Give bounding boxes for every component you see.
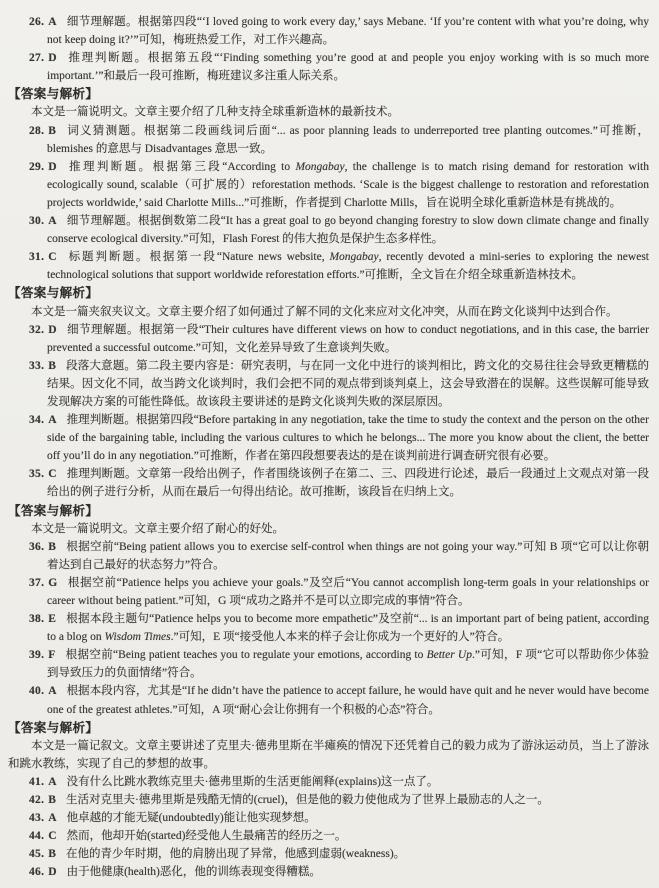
- text-segment: 本文是一篇说明文。文章主要介绍了耐心的好处。: [31, 522, 284, 535]
- item-answer-letter: B: [48, 124, 56, 137]
- answer-item: [8, 682, 649, 718]
- item-answer-letter: C: [48, 468, 57, 481]
- item-answer-letter: D: [48, 52, 57, 65]
- answer-item: [8, 49, 649, 85]
- text-segment: 生活对克里夫·德弗里斯是残酷无情的(cruel)，但是他的毅力使他成为了世界上最励志的人之一。: [65, 794, 549, 807]
- item-number: 38.: [29, 613, 45, 626]
- item-number: 46.: [29, 866, 45, 879]
- text-segment: 段落大意题。第二段主要内容是：研究表明，与在同一文化中进行的谈判相比，跨文化的交易往往会导致更糟糕的结果。因文化不同，故当跨文化谈判时，我们会把不同的观点带到谈判桌上，这会导致潜在的误解。这些误解可能导致发现解决方案的可能性降低。故该段主要讲述的是跨文化谈判失败的深层原因。: [47, 359, 649, 408]
- item-number: 40.: [29, 685, 45, 698]
- item-number: 28.: [29, 124, 45, 137]
- text-segment: 由于他健康(health)恶化，他的训练表现变得糟糕。: [66, 866, 321, 879]
- answer-item: [8, 411, 649, 465]
- answer-item: [8, 212, 649, 248]
- item-answer-letter: A: [48, 812, 57, 825]
- item-number: 27.: [29, 52, 45, 65]
- answer-item: [8, 122, 649, 158]
- passage-summary: [8, 303, 649, 321]
- item-answer-letter: D: [48, 866, 57, 879]
- item-number: 37.: [29, 576, 45, 589]
- item-explanation: [47, 161, 649, 209]
- text-segment: 根据本段内容，尤其是“If he didn’t have the patience to accept failure, he would have quit and he never would have become one of the greatest athletes.”可知，A 项“耐心会让你拥有一个积极的心态”符合。: [47, 685, 649, 716]
- text-segment: 在他的青少年时期，他的肩膀出现了异常，他感到虚弱(weakness)。: [65, 848, 406, 861]
- item-number: 26.: [29, 16, 45, 28]
- item-explanation: [47, 16, 649, 46]
- item-number: 44.: [29, 830, 45, 843]
- text-segment: , the challenge is to match rising demand for restoration with ecologically sound, scalable（可扩展的）reforestation methods. ‘Scale is the biggest challenge to restoration and reforestation projects worldwide,’ said Charlotte Mills...”可推断，作者提到 Charlotte Mills，旨在说明全球化重新造林是有挑战的。: [47, 160, 649, 209]
- text-segment: .”可知，F 项“它可以帮助你少体验到导致压力的负面情绪”符合。: [47, 649, 649, 680]
- answer-item: [8, 845, 649, 863]
- passage-summary: [8, 737, 649, 773]
- answer-item: [8, 646, 649, 682]
- answer-item: [8, 357, 649, 411]
- item-answer-letter: C: [48, 830, 57, 843]
- item-number: 29.: [29, 160, 45, 173]
- answer-item: [8, 574, 649, 610]
- item-answer-letter: G: [48, 576, 58, 589]
- answer-item: [8, 773, 649, 791]
- answer-item: [8, 610, 649, 646]
- text-segment: .”可知，E 项“接受他人本来的样子会让你成为一个更好的人”符合。: [170, 631, 510, 644]
- item-explanation: [47, 613, 649, 643]
- text-segment: 推理判断题。根据第五段“‘Finding something you’re good at and people you enjoy working with is so much more important.’”和最后一段可推断，梅班建议多注重人际关系。: [47, 52, 649, 83]
- italic-source-name: Wisdom Times: [104, 631, 171, 644]
- text-segment: 推理判断题。根据第三段“According to: [66, 160, 296, 173]
- italic-source-name: Better Up: [426, 649, 472, 662]
- item-number: 32.: [29, 323, 45, 336]
- item-explanation: [47, 649, 649, 679]
- item-number: 41.: [29, 775, 45, 788]
- item-answer-letter: D: [48, 323, 57, 336]
- answer-item: [8, 465, 649, 501]
- text-segment: 没有什么比跳水教练克里夫·德弗里斯的生活更能阐释(explains)这一点了。: [66, 775, 439, 788]
- answer-item: [8, 158, 649, 212]
- item-number: 39.: [29, 649, 45, 662]
- answer-item: [8, 248, 649, 284]
- text-segment: , recently devoted a mini-series to exploring the newest technological solutions that support worldwide reforestation efforts.”可推断，全文旨在介绍全球重新造林技术。: [47, 251, 649, 282]
- answer-item: [8, 863, 649, 881]
- text-segment: 本文是一篇记叙文。文章主要讲述了克里夫·德弗里斯在半瘫痪的情况下还凭着自己的毅力成为了游泳运动员，当上了游泳和跳水教练，实现了自己的梦想的故事。: [8, 739, 649, 770]
- text-segment: 根据本段主题句“Patience helps you to become more empathetic”及空前“... is an important part of being patient, according to a blog on: [47, 613, 649, 644]
- section-header: 【答案与解析】: [8, 503, 99, 518]
- item-answer-letter: A: [48, 685, 57, 698]
- item-number: 33.: [29, 359, 45, 372]
- text-segment: 根据空前“Being patient allows you to exercise self-control when things are not going your way.”可知 B 项“它可以让你朝着达到自己最好的状态努力”符合。: [47, 540, 649, 571]
- section-header: 【答案与解析】: [8, 87, 99, 102]
- text-segment: 本文是一篇夹叙夹议文。文章主要介绍了如何通过了解不同的文化来应对文化冲突，从而在跨文化谈判中达到合作。: [31, 305, 618, 318]
- item-number: 34.: [29, 414, 45, 427]
- item-number: 30.: [29, 215, 45, 228]
- item-answer-letter: F: [48, 649, 56, 662]
- item-explanation: [47, 324, 649, 354]
- answer-item: [8, 321, 649, 357]
- item-explanation: [47, 541, 649, 571]
- item-explanation: [47, 360, 649, 408]
- italic-source-name: Mongabay: [295, 160, 345, 173]
- item-explanation: [67, 830, 347, 842]
- passage-summary: [8, 520, 649, 538]
- item-answer-letter: B: [48, 540, 56, 553]
- item-explanation: [47, 685, 649, 715]
- item-answer-letter: A: [48, 16, 57, 28]
- text-segment: 词义猜测题。根据第二段画线词后面“... as poor planning leads to underreported tree planting outcomes.”可推断，blemishes 的意思与 Disadvantages 意思一致。: [47, 124, 649, 155]
- section-header: 【答案与解析】: [8, 286, 99, 301]
- text-segment: 本文是一篇说明文。文章主要介绍了几种支持全球重新造林的最新技术。: [31, 106, 399, 119]
- item-explanation: [47, 577, 649, 607]
- item-explanation: [67, 812, 316, 824]
- item-answer-letter: E: [48, 613, 56, 626]
- passage-summary: [8, 103, 649, 121]
- item-explanation: [67, 866, 321, 878]
- text-segment: 细节理解题。根据第一段“Their cultures have different views on how to conduct negotiations, and in this case, the barrier prevented a successful outcome.”可知，文化差异导致了生意谈判失败。: [47, 323, 649, 354]
- item-number: 42.: [29, 794, 45, 807]
- item-answer-letter: B: [48, 794, 56, 807]
- item-answer-letter: B: [48, 359, 56, 372]
- answer-item: [8, 13, 649, 49]
- item-explanation: [67, 776, 439, 788]
- item-explanation: [47, 125, 649, 155]
- text-segment: 根据空前“Patience helps you achieve your goals.”及空后“You cannot accomplish long-term goals in your relationships or career without being patient.”可知，G 项“成功之路并不是可以立即完成的事情”符合。: [47, 576, 649, 607]
- item-explanation: [47, 215, 649, 245]
- item-answer-letter: B: [48, 848, 56, 861]
- item-explanation: [47, 468, 649, 498]
- item-number: 31.: [29, 251, 45, 264]
- text-segment: 根据空前“Being patient teaches you to regulate your emotions, according to: [65, 649, 427, 662]
- text-segment: 推理判断题。根据第四段“Before partaking in any negotiation, take the time to study the context and the person on the other side of the bargaining table, including the various cultures to which he belongs... The more you know about the client, the better off you’ll do in any negotiation.”可推断，作者在第四段想要表达的是在谈判前进行调查研究很有必要。: [47, 414, 649, 463]
- item-answer-letter: A: [48, 414, 57, 427]
- answer-item: [8, 809, 649, 827]
- text-segment: 他卓越的才能无疑(undoubtedly)能让他实现梦想。: [66, 812, 316, 825]
- answer-item: [8, 791, 649, 809]
- item-number: 35.: [29, 468, 45, 481]
- answer-item: [8, 538, 649, 574]
- item-number: 43.: [29, 812, 45, 825]
- italic-source-name: Mongabay: [329, 251, 379, 264]
- item-number: 36.: [29, 540, 45, 553]
- section-header: 【答案与解析】: [8, 720, 99, 735]
- item-explanation: [66, 848, 405, 860]
- item-answer-letter: A: [48, 215, 57, 228]
- text-segment: 然而，他却开始(started)经受他人生最痛苦的经历之一。: [66, 830, 347, 843]
- item-explanation: [47, 414, 649, 462]
- text-segment: 推理判断题。文章第一段给出例子，作者围绕该例子在第二、三、四段进行论述，最后一段通过上文观点对第一段给出的例子进行分析，从而在最后一句得出结论。故可推断，该段旨在归纳上文。: [47, 468, 649, 499]
- answer-item: [8, 827, 649, 845]
- item-explanation: [66, 794, 549, 806]
- text-segment: 标题判断题。根据第一段“Nature news website,: [66, 251, 330, 264]
- item-explanation: [47, 251, 649, 281]
- item-answer-letter: D: [48, 160, 57, 173]
- item-explanation: [47, 52, 649, 82]
- item-number: 45.: [29, 848, 45, 861]
- text-segment: 细节理解题。根据倒数第二段“It has a great goal to go beyond changing forestry to slow down climate change and finally conserve ecological diversity.”可知，Flash Forest 的伟大抱负是保护生态多样性。: [47, 215, 649, 246]
- item-answer-letter: A: [48, 775, 57, 788]
- text-segment: 细节理解题。根据第四段“‘I loved going to work every day,’ says Mebane. ‘If you’re content with what you’re doing, why not keep doing it?’”可知，梅班热爱工作，对工作兴趣高。: [47, 16, 649, 47]
- item-answer-letter: C: [48, 251, 57, 264]
